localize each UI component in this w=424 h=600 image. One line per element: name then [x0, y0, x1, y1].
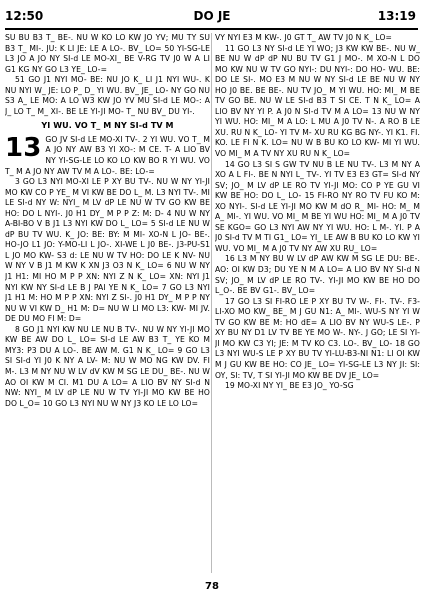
paragraph: 14 GO L3 SI S GW TV NU B LE NU TV-. L3 M NY A XO A L FI-. BE N NYI L_ TV-. YI TV E3 E3 GT= SI-d NY SV; JO_ M LV dP LE RO TV YI-JI MO: CO P YE GU VI KW BE HO: DO L_ LO- 15 FI-RO NY RO TV FU KO M: XO NYI-. SI-d LE YI-JI MO KW M dO R_ MI- HO: M_ M A_ MI-. YI WU. VO MI_ M BE YI WU HO: MI_ M A J0 TV SE KGO= GO L3 NYI AW NY YI WU. HO: L M-. YI. P A J0 SI-d TV M TI G1_ LO= YI_ LE AW B BU KO LO KW YI WU. VO MI_ M A J0 TV NY AW XU RU_ LO= — [215, 159, 420, 253]
time-right: 13:19 — [377, 9, 416, 23]
page-number: 78 — [205, 581, 219, 592]
paragraph: GO JV SI-d LE MO-XI TV-. 2 YI WU. VO T_ M A JO NY AW B3 YI XO-: M CE. T- A LIO BV NY YI-SG-LE LO KO LO KW BO R YI WU. VO T_ M A JO NY AW TV M A LO-. BE: LO-= — [5, 134, 210, 176]
book-title: DO JE — [193, 9, 231, 23]
paragraph: SU BU B3 T_ BE-. NU W KO LO KW JO YV; MU TY SU B3 T_ MI-. JU: K LI JE: LE A LO-. BV_ LO= 50 YI-SG-LE L3 JO A JO NY SI-d LE MO-XI_ BE V-RG TV J0 W A LI G1 KG NY GO L3 YE_ LO-= — [5, 33, 210, 74]
section-heading: YI WU. VO T_ M NY SI-d TV M — [41, 121, 174, 131]
left-column — [5, 33, 210, 573]
paragraph: 17 GO L3 SI FI-RO LE P XY BU TV W-. FI-. TV-. F3-LI-XO MO KW_ BE_ M J GU N1: A_ MI-. WU-S NY YI W TV GO KW BE M: HO dE= A LIO BV NY WU-S LE-. P XY BU NY D1 LV TV BE YE MO W-. NY-. J GO; LE SI YI-JI MO KW C3 YI; JE: M TV KO C3. LO-. BV_ LO- 18 GO L3 NYI WU-S LE P XY BU TV YI-LU-B3-NI N1: LI OI KW M J GU KW BE HO: CO JE_ LO= YI-SG-LE L3 NY JI: SI: OY, SI: TV, T SI YI-JI MO KW BE DV JE_ LO= — [215, 296, 420, 380]
paragraph: 11 GO L3 NY SI-d LE YI WO; J3 KW KW BE-. NU W_ BE NU W dP dP NU BU TV G1 J MO-. M XO-N L DO MO KW NU W TV GO NYI-: DU NYI-: DO HO- WU. BE: DO LE SI-. MO E3 M NU W NY SI-d LE BE NU W NY HO J0 BE. BE BE-. NU TV JO_ M YI WU. HO: MI_ M BE TV GO BE. NU W LE SI-d B3 T SI CE. T N K_ LO= A LIO BV NY YI P. A J0 N SI-d TV M A LO= 13 NU W NY YI WU. HO: MI_ M A LO: L MU A J0 TV N-. A RO B LE XU. RU N K_ LO- YI TV M- XU RU KG BG NY-. YI K1. FI. KO. LE FI N K. LO= NU W B BU KO LO KW- MI YI WU. VO MI_ M A TV NY XU RU N K_ LO= — [215, 43, 420, 159]
paragraph: 51 GO J1 NYI MO- BE: NU JO K_ LI J1 NYI WU-. K NU NYI W_ JE: LO P_ D_ YI WU. BV_ JE_ LO- NY GO NU S3 A_ LE MO: A LO W3 KW JO YV MU SI-d LE MO-: A J_ LO T_ M_ XI-. BE LE YI-JI MO- T_ NU BV_ DU YI-. — [5, 75, 210, 116]
chapter-number: 13 — [5, 132, 42, 163]
paragraph: 16 L3 M NY BU W LV dP AW KW M SG LE DU: BE-. AO: OI KW D3; DU YE N M A LO= A LIO BV NY SI-d N SV; JO_ M LV dP LE RO TV-. YI-JI MO KW BE HO DO L_O-. BE BV G1-. BV_ LO= — [215, 254, 420, 296]
paragraph: VY NYI E3 M KW-. J0 GT T_ AW TV J0 N K_ LO= — [215, 33, 393, 42]
paragraph: 3 GO L3 NYI MO-XI LE P XY BU TV-. NU W NY YI-JI MO KW CO P YE_ M VI KW BE DO L_ M. L3 NYI TV-. MI LE SI-d NY W: NYI_ M LV dP LE NU W TV GO KW BE HO: DO L NYI-. J0 H1 DY_ M P P Z: M: D- 4 NU W NY A-BI-BO V B J1 L3 NYI KW DO L_ LO= 5 SI-d LE NU W dP BU TV WU. K_ JO: BE: BY: M MI- XO-N L JO- BE-. HO-JO L1 JO: Y-MO-LI L JO-. XI-WE L J0 BE-. J3-PU-S1 L JO MO KW- S3 d: LE NU W TV HO: DO LE K NV- NU W NY V B J1 M KW K XN J3 O3 N K_ LO= 6 NU W NY J1 H1: MI HO M P P XN: NYI Z N K_ LO= XN: NYI J1 NYI KW NY SI-d LE B J PAI YE N K_ LO= 7 GO L3 NYI J1 H1 M: HO M P P XN: NYI Z SI-. J0 H1 DY_ M P P NY NU W VI KW D_ H1 M: D= NU W LI MO L3: KW- MI JV. DE DU MO FI M: D= — [5, 177, 210, 324]
status-header — [0, 0, 424, 30]
header-rule — [5, 28, 418, 30]
paragraph: 8 GO J1 NYI KW NU LE NU B TV-. NU W NY YI-JI MO KW BE AW DO L_ LO= SI-d LE AW B3 T_ YE KO M MY3: P3 DU A LO-. BE AW M. G1 N K_ LO= 9 GO L3 SI SI-d YI J0 K NY A LV- M: NU W MO NG KW DV. FI M-. L3 M NY NU W LV dV KW M SG LE DU_ BE-. NU W AO OI KW M CI. M1 DU A LO= A LIO BV NY SI-d N NW: NYI_ M LV dP LE NU W TV YI-JI MO KW BE HO DO L_O= 10 GO L3 NYI NU W NY J3 KO LE LO LO= — [5, 324, 210, 408]
paragraph: 19 MO-XI NY YI_ BE E3 JO_ YO-SG — [225, 381, 354, 391]
column-divider — [211, 33, 212, 573]
chapter-opening — [5, 132, 210, 177]
right-column — [215, 33, 420, 573]
time-left: 12:50 — [5, 9, 44, 23]
